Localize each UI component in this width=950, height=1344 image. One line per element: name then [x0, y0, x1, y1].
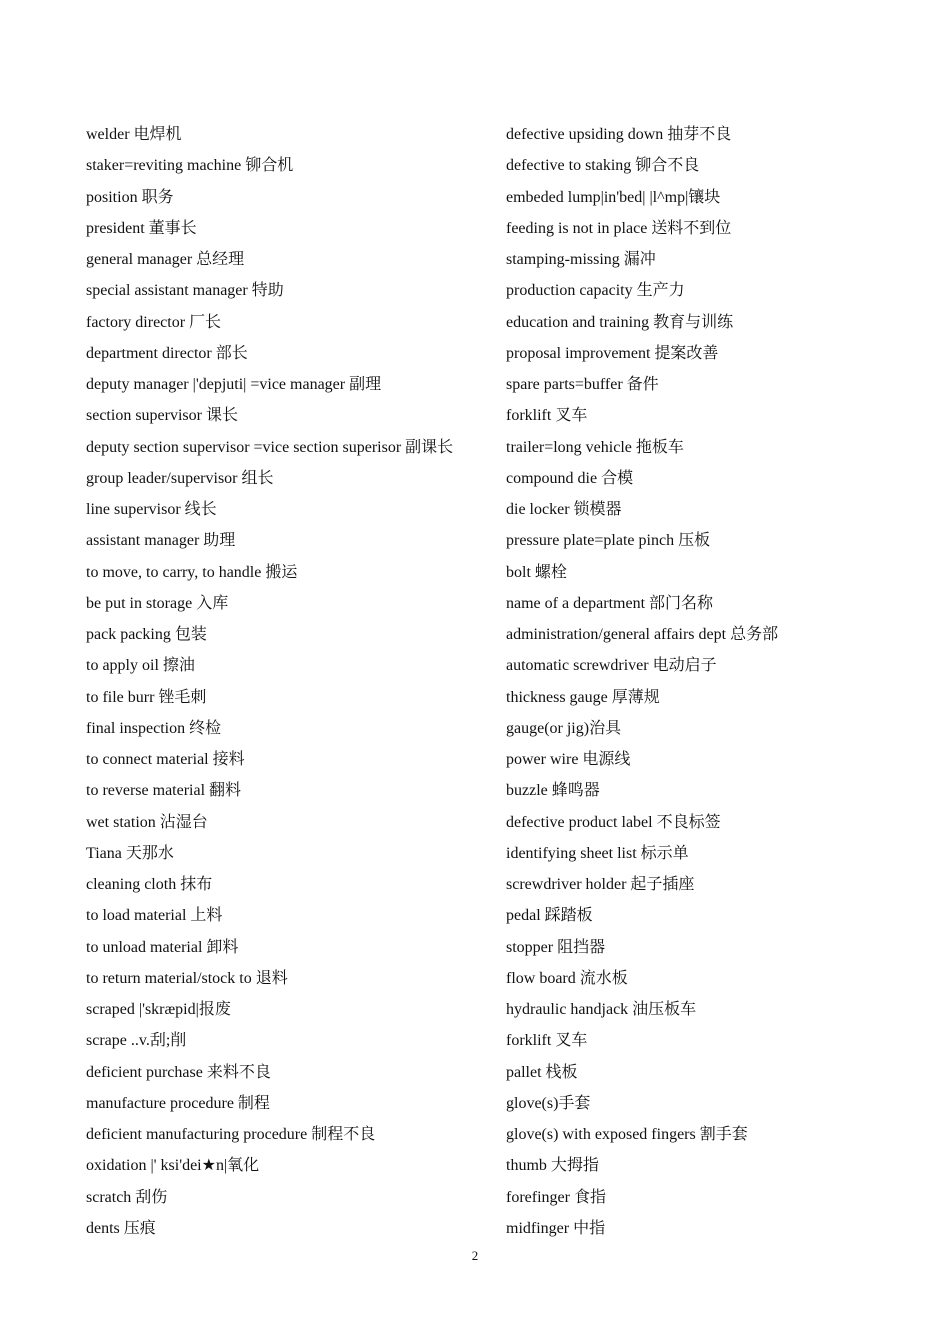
glossary-entry: manufacture procedure 制程 [86, 1094, 270, 1112]
glossary-entry: position 职务 [86, 188, 174, 206]
glossary-entry: to unload material 卸料 [86, 938, 239, 956]
glossary-entry: welder 电焊机 [86, 126, 182, 143]
glossary-entry: scratch 刮伤 [86, 1188, 168, 1206]
glossary-entry: factory director 厂长 [86, 313, 222, 331]
glossary-entry: feeding is not in place 送料不到位 [506, 219, 732, 237]
glossary-entry: pallet 栈板 [506, 1063, 578, 1081]
glossary-entry: scrape ..v.刮;削 [86, 1032, 187, 1050]
glossary-entry: wet station 沾湿台 [86, 813, 208, 831]
glossary-entry: group leader/supervisor 组长 [86, 469, 274, 487]
glossary-entry: department director 部长 [86, 344, 248, 362]
glossary-entry: glove(s)手套 [506, 1094, 591, 1112]
glossary-entry: proposal improvement 提案改善 [506, 344, 719, 362]
glossary-entry: screwdriver holder 起子插座 [506, 876, 695, 893]
glossary-entry: president 董事长 [86, 219, 197, 237]
glossary-entry: spare parts=buffer 备件 [506, 376, 659, 393]
glossary-entry: general manager 总经理 [86, 251, 245, 268]
glossary-entry: die locker 锁模器 [506, 501, 622, 518]
glossary-entry: pack packing 包装 [86, 626, 207, 643]
glossary-entry: deputy manager |'depjuti| =vice manager 副理 [86, 376, 382, 393]
glossary-entry: to connect material 接料 [86, 751, 245, 768]
glossary-entry: administration/general affairs dept 总务部 [506, 626, 779, 643]
glossary-entry: scraped |'skræpid|报废 [86, 1001, 231, 1018]
glossary-entry: midfinger 中指 [506, 1219, 606, 1237]
glossary-entry: deputy section supervisor =vice section superisor 副课长 [86, 438, 454, 456]
glossary-entry: be put in storage 入库 [86, 594, 229, 612]
glossary-entry: pressure plate=plate pinch 压板 [506, 532, 711, 550]
glossary-entry: special assistant manager 特助 [86, 282, 284, 300]
glossary-entry: to return material/stock to 退料 [86, 969, 288, 987]
left-glossary-column [86, 119, 486, 1244]
glossary-entry: flow board 流水板 [506, 969, 628, 987]
glossary-entry: name of a department 部门名称 [506, 594, 714, 612]
glossary-entry: stopper 阻挡器 [506, 938, 606, 956]
glossary-entry: forklift 叉车 [506, 407, 588, 425]
page-number: 2 [471, 1248, 479, 1263]
glossary-entry: to load material 上料 [86, 907, 223, 925]
glossary-entry: assistant manager 助理 [86, 532, 236, 550]
glossary-entry: education and training 教育与训练 [506, 313, 734, 331]
glossary-entry: staker=reviting machine 铆合机 [86, 157, 294, 175]
glossary-entry: compound die 合模 [506, 469, 634, 487]
glossary-entry: defective upsiding down 抽芽不良 [506, 126, 732, 143]
glossary-entry: deficient purchase 来料不良 [86, 1063, 271, 1081]
glossary-entry: section supervisor 课长 [86, 407, 238, 425]
glossary-entry: thickness gauge 厚薄规 [506, 688, 660, 706]
glossary-entry: to reverse material 翻料 [86, 782, 242, 800]
glossary-entry: defective product label 不良标签 [506, 813, 721, 831]
glossary-entry: gauge(or jig)治具 [506, 719, 622, 737]
glossary-entry: to move, to carry, to handle 搬运 [86, 563, 298, 581]
glossary-entry: hydraulic handjack 油压板车 [506, 1001, 697, 1018]
glossary-entry: pedal 踩踏板 [506, 907, 593, 925]
glossary-entry: forefinger 食指 [506, 1188, 606, 1206]
glossary-entry: line supervisor 线长 [86, 501, 217, 518]
right-glossary-column [506, 119, 926, 1244]
glossary-entry: forklift 叉车 [506, 1032, 588, 1050]
glossary-entry: dents 压痕 [86, 1219, 156, 1237]
glossary-entry: deficient manufacturing procedure 制程不良 [86, 1126, 376, 1143]
glossary-entry: identifying sheet list 标示单 [506, 844, 689, 862]
glossary-entry: power wire 电源线 [506, 751, 631, 768]
glossary-entry: to file burr 锉毛刺 [86, 688, 207, 706]
glossary-entry: Tiana 天那水 [86, 844, 174, 862]
glossary-entry: stamping-missing 漏冲 [506, 251, 656, 268]
glossary-entry: glove(s) with exposed fingers 割手套 [506, 1126, 748, 1143]
glossary-entry: final inspection 终检 [86, 719, 222, 737]
glossary-entry: trailer=long vehicle 拖板车 [506, 438, 684, 456]
glossary-entry: buzzle 蜂鸣器 [506, 782, 600, 800]
glossary-entry: oxidation |' ksi'dei★n|氧化 [86, 1157, 260, 1175]
glossary-entry: production capacity 生产力 [506, 282, 685, 300]
glossary-entry: automatic screwdriver 电动启子 [506, 657, 717, 675]
glossary-entry: embeded lump|in'bed| |l^mp|镶块 [506, 188, 721, 206]
glossary-entry: thumb 大拇指 [506, 1157, 599, 1175]
glossary-entry: bolt 螺栓 [506, 563, 567, 581]
glossary-entry: to apply oil 擦油 [86, 657, 195, 675]
glossary-entry: defective to staking 铆合不良 [506, 157, 700, 175]
glossary-entry: cleaning cloth 抹布 [86, 876, 213, 893]
